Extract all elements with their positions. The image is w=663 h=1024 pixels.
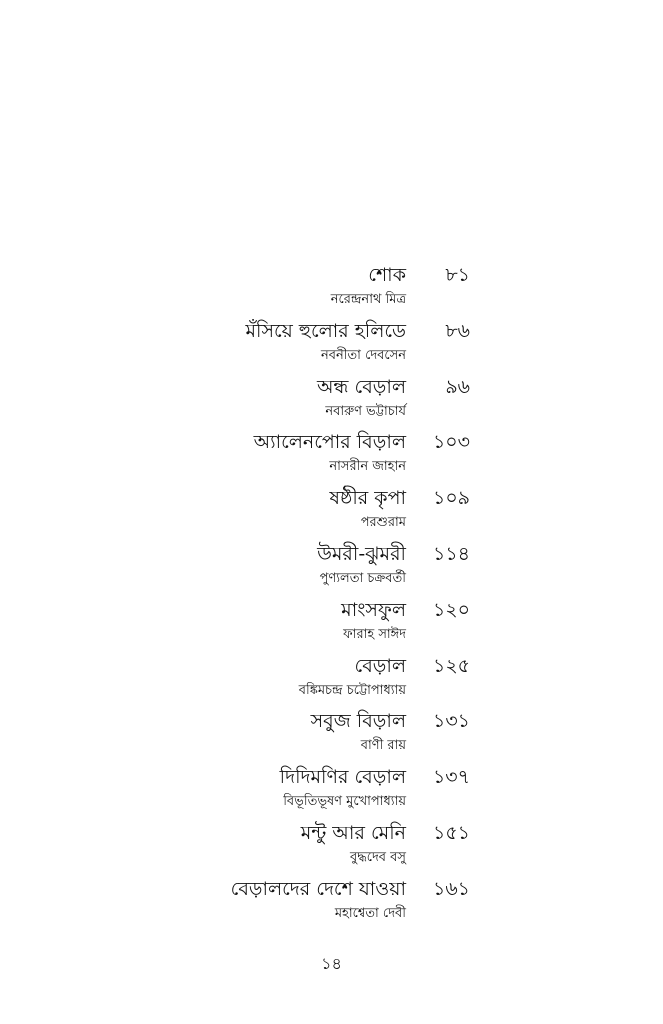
toc-entry[interactable] bbox=[0, 876, 663, 932]
toc-author: মহাশ্বেতা দেবী bbox=[334, 905, 406, 921]
toc-author: বুদ্ধদেব বসু bbox=[349, 849, 406, 865]
toc-story-title: সবুজ বিড়াল bbox=[310, 710, 406, 733]
toc-page-number: ৮৬ bbox=[445, 319, 470, 342]
toc-author: পুণ্যলতা চক্রবর্তী bbox=[319, 570, 406, 586]
toc-entry[interactable] bbox=[0, 318, 663, 374]
toc-story-title: দিদিমণির বেড়াল bbox=[279, 766, 406, 789]
toc-entry[interactable] bbox=[0, 708, 663, 764]
toc-entry[interactable] bbox=[0, 429, 663, 485]
toc-story-title: ষষ্ঠীর কৃপা bbox=[329, 487, 406, 510]
toc-author: বাণী রায় bbox=[360, 738, 406, 754]
toc-page-number: ১২০ bbox=[432, 598, 470, 621]
toc-author: ফারাহ সাঈদ bbox=[343, 626, 406, 642]
toc-entry[interactable] bbox=[0, 597, 663, 653]
toc-author: বঙ্কিমচন্দ্র চট্টোপাধ্যায় bbox=[298, 682, 406, 698]
toc-story-title: উমরী-ঝুমরী bbox=[317, 542, 406, 565]
toc-story-title: মন্টু আর মেনি bbox=[300, 821, 406, 844]
toc-story-title: অ্যালেনপোর বিড়াল bbox=[253, 431, 406, 454]
toc-entry[interactable] bbox=[0, 374, 663, 430]
toc-story-title: মাংসফুল bbox=[341, 598, 406, 621]
toc-page-number: ১৫১ bbox=[433, 821, 470, 844]
toc-author: বিভূতিভূষণ মুখোপাধ্যায় bbox=[283, 794, 406, 810]
folio-page-number: ১৪ bbox=[321, 954, 342, 973]
toc-author: নবনীতা দেবসেন bbox=[320, 347, 406, 363]
toc-story-title: অন্ধ বেড়াল bbox=[316, 375, 406, 398]
toc-story-title: বেড়ালদের দেশে যাওয়া bbox=[230, 877, 406, 900]
toc-entry[interactable] bbox=[0, 262, 663, 318]
table-of-contents bbox=[0, 262, 663, 932]
toc-story-title: শোক bbox=[368, 264, 406, 286]
toc-story-title: মঁসিয়ে হুলোর হলিডে bbox=[245, 319, 406, 342]
toc-page-number: ৯৬ bbox=[445, 375, 470, 398]
toc-entry[interactable] bbox=[0, 820, 663, 876]
toc-entry[interactable] bbox=[0, 764, 663, 820]
toc-page-number: ৮১ bbox=[445, 264, 470, 286]
toc-author: নাসরীন জাহান bbox=[329, 459, 406, 475]
toc-page-number: ১২৫ bbox=[432, 654, 470, 677]
toc-entry[interactable] bbox=[0, 485, 663, 541]
toc-story-title: বেড়াল bbox=[354, 654, 406, 677]
toc-page-number: ১০৯ bbox=[432, 487, 470, 510]
toc-author: নরেন্দ্রনাথ মিত্র bbox=[330, 292, 406, 307]
toc-author: নবারুণ ভট্টাচার্য bbox=[325, 403, 406, 419]
toc-page-number: ১০৩ bbox=[432, 431, 470, 454]
toc-author: পরশুরাম bbox=[360, 515, 406, 531]
toc-page-number: ১৬১ bbox=[432, 877, 470, 900]
toc-entry[interactable] bbox=[0, 541, 663, 597]
toc-page-number: ১৩১ bbox=[432, 710, 470, 733]
toc-entry[interactable] bbox=[0, 653, 663, 709]
toc-page-number: ১৩৭ bbox=[432, 766, 470, 789]
toc-page-number: ১১৪ bbox=[433, 542, 470, 565]
